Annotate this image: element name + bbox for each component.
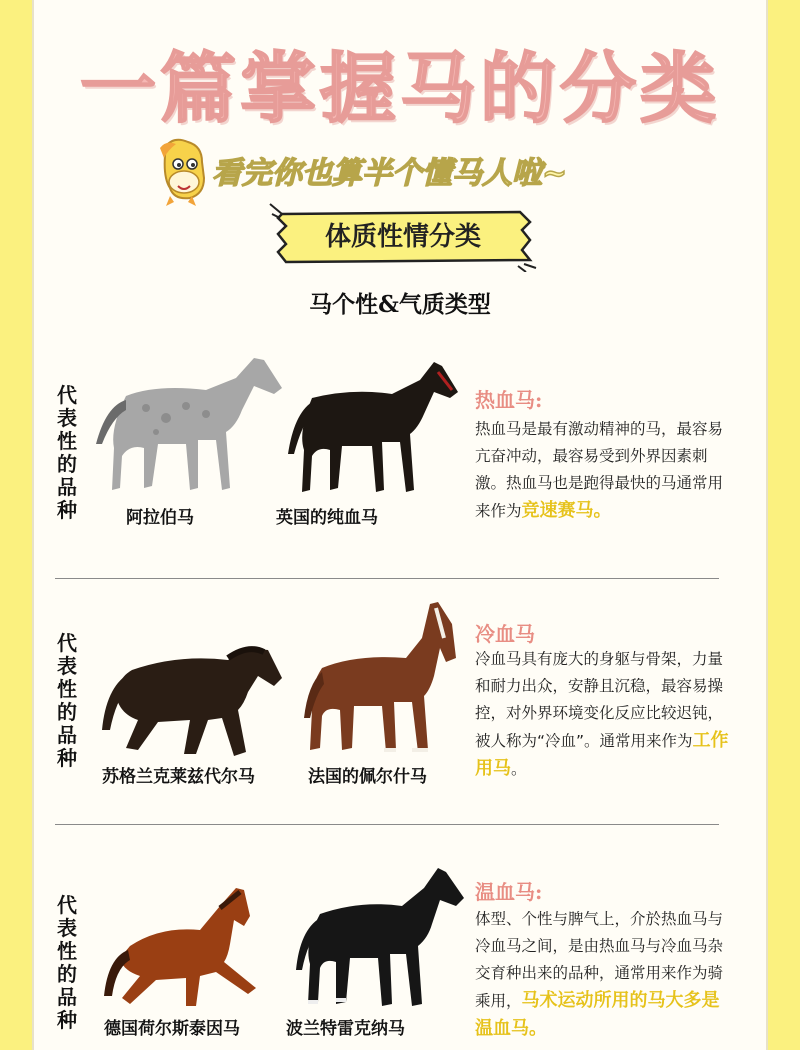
desc-text: 冷血马具有庞大的身躯与骨架，力量和耐力出众，安静且沉稳，最容易操控，对外界环境变化反应比较迟钝，被人称为“冷血”。通常用来作为 — [475, 650, 724, 750]
warmblood-description — [475, 906, 737, 1043]
clydesdale-horse-image — [98, 630, 288, 760]
breed-caption: 法国的佩尔什马 — [308, 767, 427, 787]
desc-text: 体型、个性与脾气上，介於热血马与冷血马之间，是由热血马与冷血马杂交育种出来的品种，通常用来作为骑乘用， — [475, 910, 724, 1010]
breed-caption: 英国的纯血马 — [276, 508, 378, 528]
thoroughbred-horse-image — [282, 358, 462, 498]
hotblood-title: 热血马: — [475, 388, 543, 412]
rep-label: 代表性的品种 — [57, 383, 77, 522]
breed-caption: 波兰特雷克纳马 — [286, 1019, 405, 1039]
rep-label: 代表性的品种 — [57, 893, 77, 1032]
rep-label: 代表性的品种 — [57, 631, 77, 770]
section-divider — [55, 578, 719, 579]
desc-text: 热血马是最有激动精神的马，最容易亢奋冲动，最容易受到外界因素刺激。热血马也是跑得最快的马通常用来作为 — [475, 420, 724, 520]
percheron-horse-image — [296, 598, 466, 760]
trakehner-horse-image — [290, 864, 470, 1012]
coldblood-description — [475, 646, 737, 783]
desc-highlight: 竞速赛马。 — [521, 500, 612, 521]
holsteiner-horse-image — [100, 886, 280, 1012]
badge-label: 体质性情分类 — [324, 222, 481, 252]
section-warmblood — [32, 842, 768, 1050]
breed-caption: 德国荷尔斯泰因马 — [104, 1019, 240, 1039]
warmblood-title: 温血马: — [475, 880, 543, 904]
category-badge — [268, 200, 538, 272]
arabian-horse-image — [86, 348, 286, 498]
desc-highlight: 工作用马 — [475, 730, 729, 779]
subtitle: 看完你也算半个懂马人啦~ — [212, 156, 568, 191]
desc-tail: 。 — [511, 760, 527, 778]
horse-mascot-icon — [152, 136, 210, 208]
section-subheading: 马个性&气质类型 — [309, 291, 491, 318]
hotblood-description — [475, 416, 737, 525]
coldblood-title: 冷血马 — [475, 622, 535, 646]
desc-highlight: 马术运动所用的马大多是温血马。 — [475, 990, 720, 1039]
section-divider — [55, 824, 719, 825]
breed-caption: 苏格兰克莱兹代尔马 — [102, 767, 255, 787]
page-title: 一篇掌握马的分类 — [80, 44, 720, 133]
section-hotblood — [32, 340, 768, 590]
section-coldblood — [32, 596, 768, 846]
breed-caption: 阿拉伯马 — [126, 508, 194, 528]
